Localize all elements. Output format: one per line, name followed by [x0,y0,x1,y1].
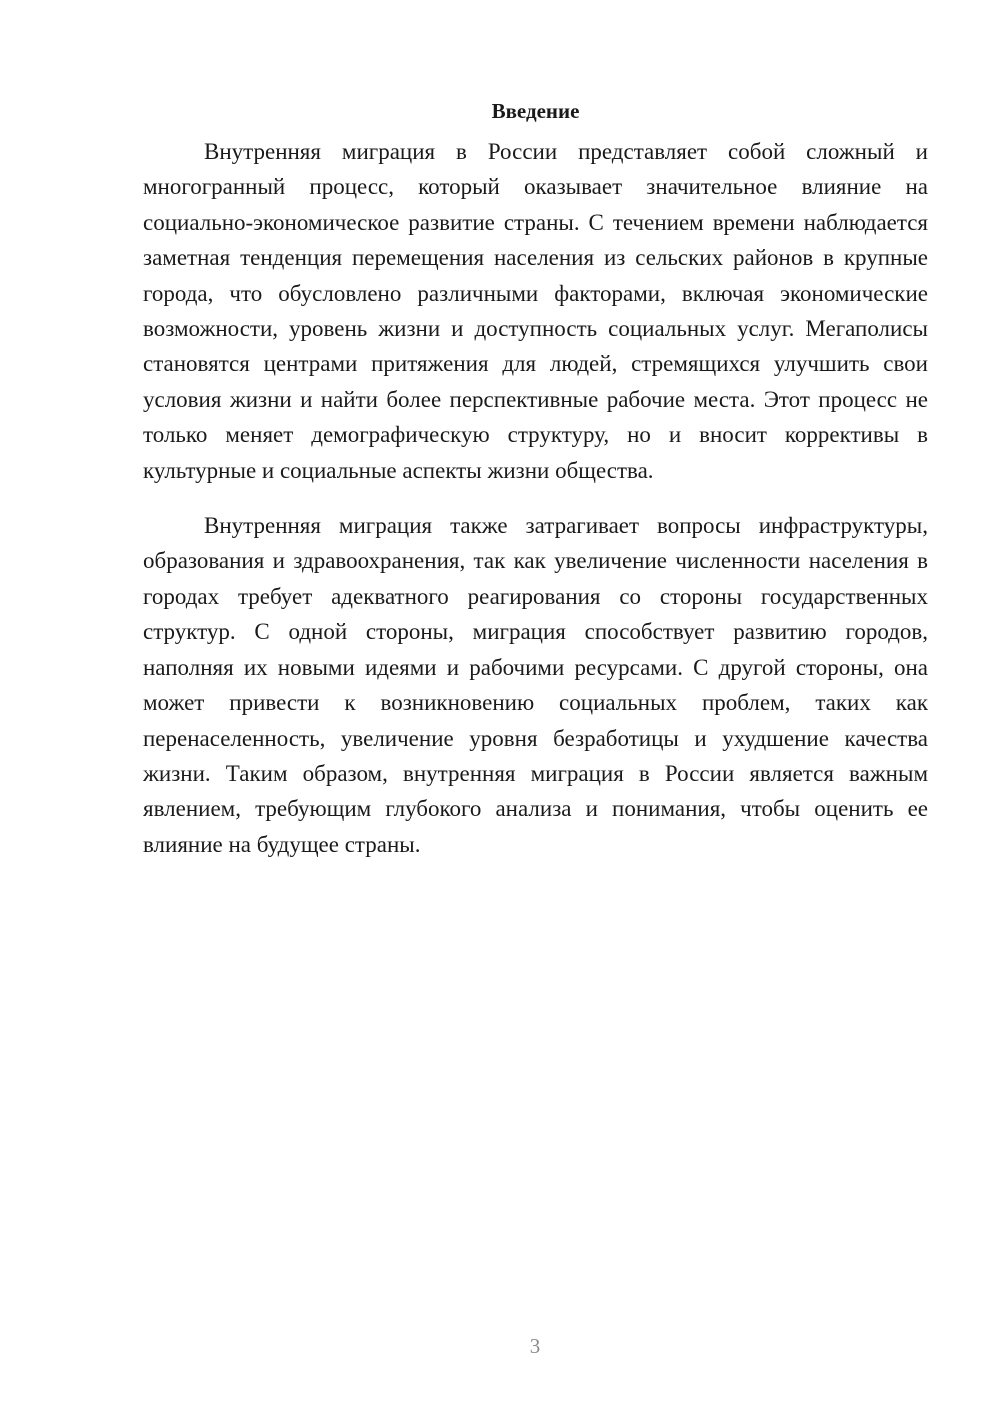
paragraph-1: Внутренняя миграция в России представляет собой сложный и многогранный процесс, который оказывает значительное влияние на социально-экономическое развитие страны. С течением времени наблюдается заметная тенденция перемещения населения из сельских районов в крупные города, что обусловлено различными факторами, включая экономические возможности, уровень жизни и доступность социальных услуг. Мегаполисы становятся центрами притяжения для людей, стремящихся улучшить свои условия жизни и найти более перспективные рабочие места. Этот процесс не только меняет демографическую структуру, но и вносит коррективы в культурные и социальные аспекты жизни общества. [143,139,928,483]
page-number: 3 [529,1334,541,1358]
page-body [143,96,928,862]
paragraph-2: Внутренняя миграция также затрагивает вопросы инфраструктуры, образования и здравоохранения, так как увеличение численности населения в городах требует адекватного реагирования со стороны государственных структур. С одной стороны, миграция способствует развитию городов, наполняя их новыми идеями и рабочими ресурсами. С другой стороны, она может привести к возникновению социальных проблем, таких как перенаселенность, увеличение уровня безработицы и ухудшение качества жизни. Таким образом, внутренняя миграция в России является важным явлением, требующим глубокого анализа и понимания, чтобы оценить ее влияние на будущее страны. [143,513,928,857]
section-heading: Введение [491,99,580,123]
